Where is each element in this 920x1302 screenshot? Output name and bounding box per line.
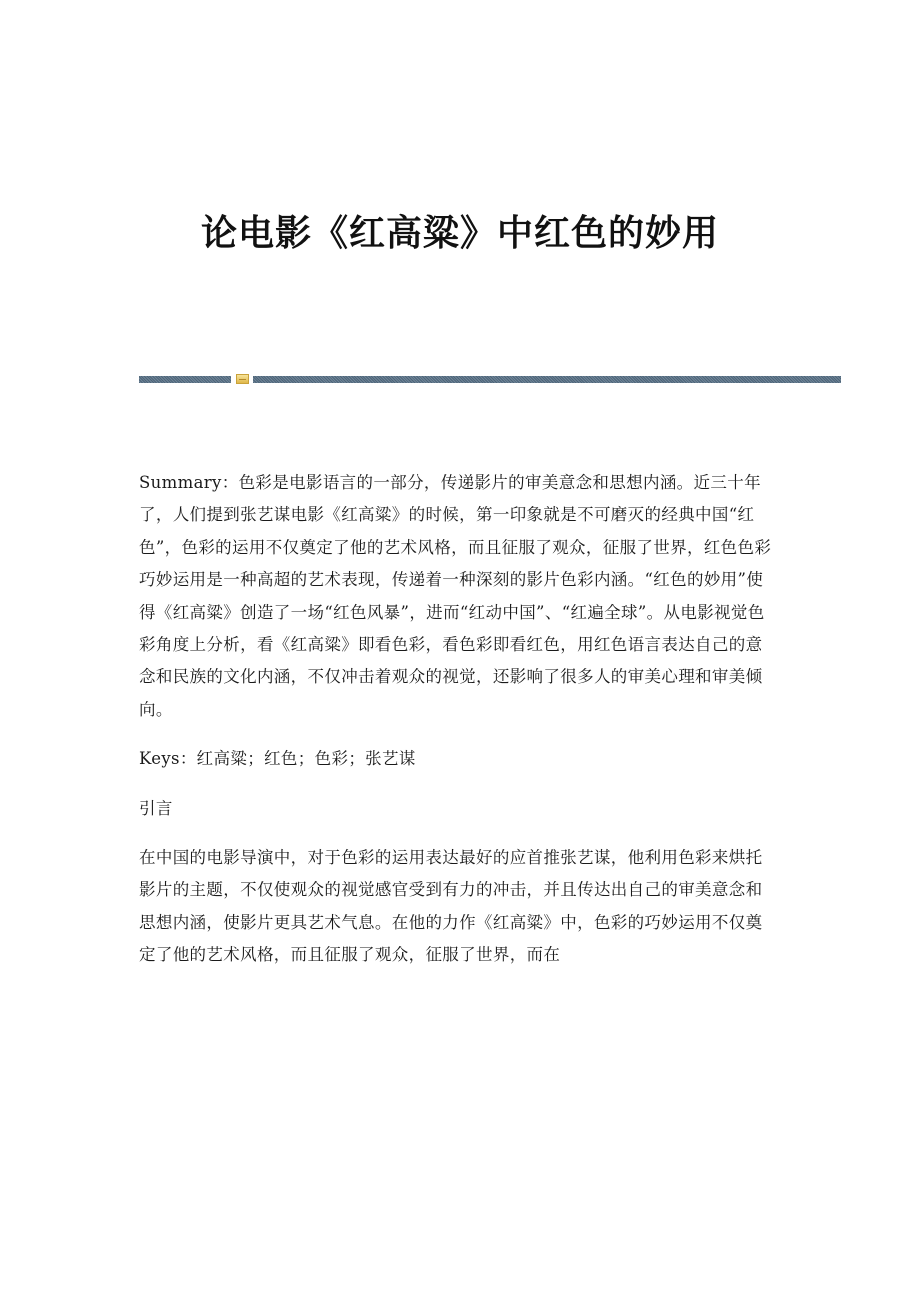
section-heading-intro: 引言 <box>139 798 173 818</box>
page-title: 论电影《红高粱》中红色的妙用 <box>200 213 719 254</box>
divider-ornament-icon <box>236 374 249 384</box>
summary-paragraph: Summary：色彩是电影语言的一部分，传递影片的审美意念和思想内涵。近三十年了，人们提到张艺谋电影《红高粱》的时候，第一印象就是不可磨灭的经典中国“红色”，色彩的运用不仅奠定了他的艺术风格，而且征服了观众，征服了世界，红色色彩巧妙运用是一种高超的艺术表现，传递着一种深刻的影片色彩内涵。“红色的妙用”使得《红高粱》创造了一场“红色风暴”，进而“红动中国”、“红遍全球”。从电影视觉色彩角度上分析，看《红高粱》即看色彩，看色彩即看红色，用红色语言表达自己的意念和民族的文化内涵，不仅冲击着观众的视觉，还影响了很多人的审美心理和审美倾向。 <box>139 473 772 719</box>
document-body <box>139 467 779 972</box>
divider-bar-right <box>253 376 841 383</box>
intro-paragraph: 在中国的电影导演中，对于色彩的运用表达最好的应首推张艺谋，他利用色彩来烘托影片的主题，不仅使观众的视觉感官受到有力的冲击，并且传达出自己的审美意念和思想内涵，使影片更具艺术气息。在他的力作《红高粱》中，色彩的巧妙运用不仅奠定了他的艺术风格，而且征服了观众，征服了世界，而在 <box>139 848 763 965</box>
divider-bar-left <box>139 376 231 383</box>
keywords-line: Keys：红高粱；红色；色彩；张艺谋 <box>139 749 416 769</box>
title-divider <box>139 374 841 384</box>
